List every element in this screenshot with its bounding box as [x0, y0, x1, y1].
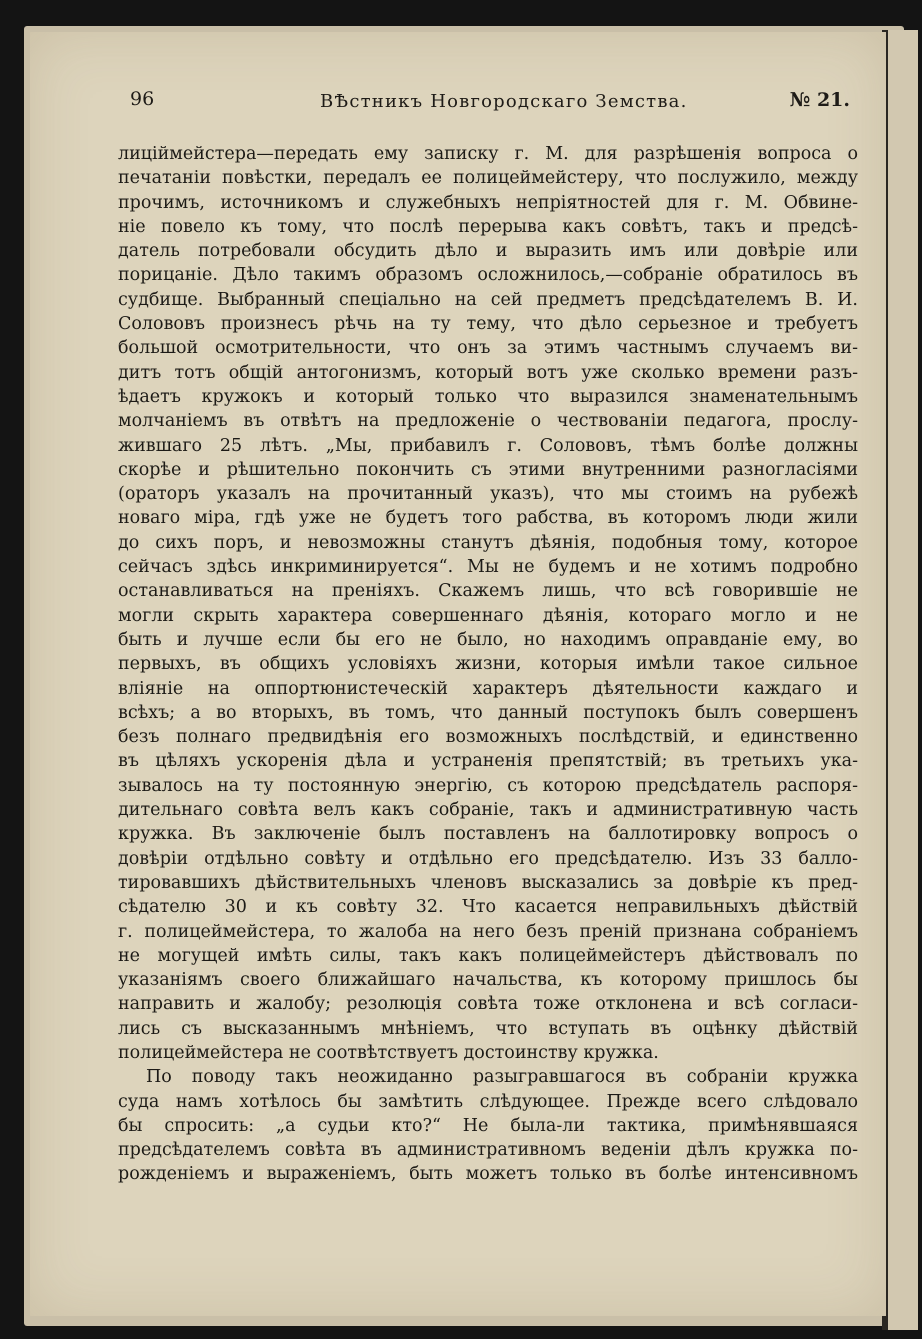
text-line: полицеймейстера не соотвѣтствуетъ достоинству кружка.	[118, 1042, 659, 1063]
text-line: всѣхъ; а во вторыхъ, въ томъ, что данный поступокъ былъ совершенъ	[118, 702, 858, 723]
text-line: дительнаго совѣта велъ какъ собраніе, такъ и административную часть	[118, 800, 858, 821]
text-line: могли скрыть характера совершеннаго дѣянія, котораго могло и не	[118, 605, 858, 626]
text-line: рожденіемъ и выраженіемъ, быть можетъ только въ болѣе интенсивномъ	[118, 1164, 858, 1185]
text-line: суда намъ хотѣлось бы замѣтить слѣдующее. Прежде всего слѣдовало	[118, 1091, 858, 1112]
text-line: направить и жалобу; резолюція совѣта тоже отклонена и всѣ согласи-	[118, 994, 858, 1015]
text-line: жившаго 25 лѣтъ. „Мы, прибавилъ г. Солововъ, тѣмъ болѣе должны	[118, 435, 858, 456]
text-line: предсѣдателемъ совѣта въ административномъ веденіи дѣлъ кружка по-	[118, 1140, 858, 1161]
text-line: лиціймейстера—передать ему записку г. М. для разрѣшенія вопроса о	[118, 144, 858, 164]
text-line: молчаніемъ въ отвѣтъ на предложеніе о чествованіи педагога, прослу-	[118, 411, 858, 432]
text-line: По поводу такъ неожиданно разыгравшагося въ собраніи кружка	[146, 1067, 858, 1088]
text-line: судбище. Выбранный спеціально на сей предметъ предсѣдателемъ В. И.	[118, 289, 858, 310]
text-line: большой осмотрительности, что онъ за этимъ частнымъ случаемъ ви-	[118, 338, 858, 359]
text-line: быть и лучше если бы его не было, но находимъ оправданіе ему, во	[118, 629, 858, 650]
facing-page-edge	[888, 30, 918, 1330]
text-line: лись съ высказаннымъ мнѣніемъ, что вступать въ оцѣнку дѣйствій	[118, 1018, 858, 1039]
text-line: зывалось на ту постоянную энергію, съ которою предсѣдатель распоря-	[118, 775, 858, 796]
page-number: 96	[130, 88, 155, 110]
text-line: сейчасъ здѣсь инкриминируется“. Мы не будемъ и не хотимъ подробно	[118, 557, 858, 578]
text-line: дитъ тотъ общій антогонизмъ, который вотъ уже сколько времени разъ-	[118, 362, 858, 383]
text-line: довѣріи отдѣльно совѣту и отдѣльно его предсѣдателю. Изъ 33 балло-	[118, 848, 858, 869]
running-title: ВѢстникъ Новгородскаго Земства.	[320, 91, 688, 112]
text-line: первыхъ, въ общихъ условіяхъ жизни, которыя имѣли такое сильное	[118, 654, 858, 675]
text-line: Солововъ произнесъ рѣчь на ту тему, что дѣло серьезное и требуетъ	[118, 314, 858, 335]
page-header	[130, 86, 850, 122]
text-line: скорѣе и рѣшительно покончить съ этими внутренними разногласіями	[118, 459, 858, 480]
text-line: ѣдаетъ кружокъ и который только что выразился знаменательнымъ	[118, 386, 858, 407]
text-line: печатаніи повѣстки, передалъ ее полицеймейстеру, что послужило, между	[118, 168, 858, 189]
text-line: останавливаться на преніяхъ. Скажемъ лишь, что всѣ говорившіе не	[118, 581, 858, 602]
text-line: (ораторъ указалъ на прочитанный указъ), что мы стоимъ на рубежѣ	[118, 484, 858, 505]
text-line: порицаніе. Дѣло такимъ образомъ осложнилось,—собраніе обратилось въ	[118, 265, 858, 286]
text-line: указаніямъ своего ближайшаго начальства, къ которому пришлось бы	[118, 970, 858, 991]
text-line: не могущей имѣть силы, такъ какъ полицеймейстеръ дѣйствовалъ по	[118, 945, 858, 966]
text-line: безъ полнаго предвидѣнія его возможныхъ послѣдствій, и единственно	[118, 727, 858, 748]
text-line: прочимъ, источникомъ и служебныхъ непріятностей для г. М. Обвине-	[118, 192, 858, 213]
text-line: въ цѣляхъ ускоренія дѣла и устраненія препятствій; въ третьихъ ука-	[118, 751, 858, 772]
text-line: тировавшихъ дѣйствительныхъ членовъ высказались за довѣріе къ пред-	[118, 872, 858, 893]
text-line: сѣдателю 30 и къ совѣту 32. Что касается неправильныхъ дѣйствій	[118, 897, 858, 918]
text-line: бы спросить: „а судьи кто?“ Не была-ли тактика, примѣнявшаяся	[118, 1115, 858, 1136]
text-line: вліяніе на оппортюнистеческій характеръ дѣятельности каждаго и	[118, 678, 858, 699]
article-body	[118, 142, 858, 1187]
text-line: г. полицеймейстера, то жалоба на него безъ преній признана собраніемъ	[118, 921, 858, 942]
issue-number: № 21.	[789, 89, 850, 111]
text-line: кружка. Въ заключеніе былъ поставленъ на баллотировку вопросъ о	[118, 824, 858, 845]
text-line: датель потребовали обсудить дѣло и выразить имъ или довѣріе или	[118, 241, 858, 262]
text-line: ніе повело къ тому, что послѣ перерыва какъ совѣтъ, такъ и предсѣ-	[118, 216, 858, 237]
text-line: новаго міра, гдѣ уже не будетъ того рабства, въ которомъ люди жили	[118, 508, 858, 529]
text-line: до сихъ поръ, и невозможны станутъ дѣянія, подобныя тому, которое	[118, 532, 858, 553]
